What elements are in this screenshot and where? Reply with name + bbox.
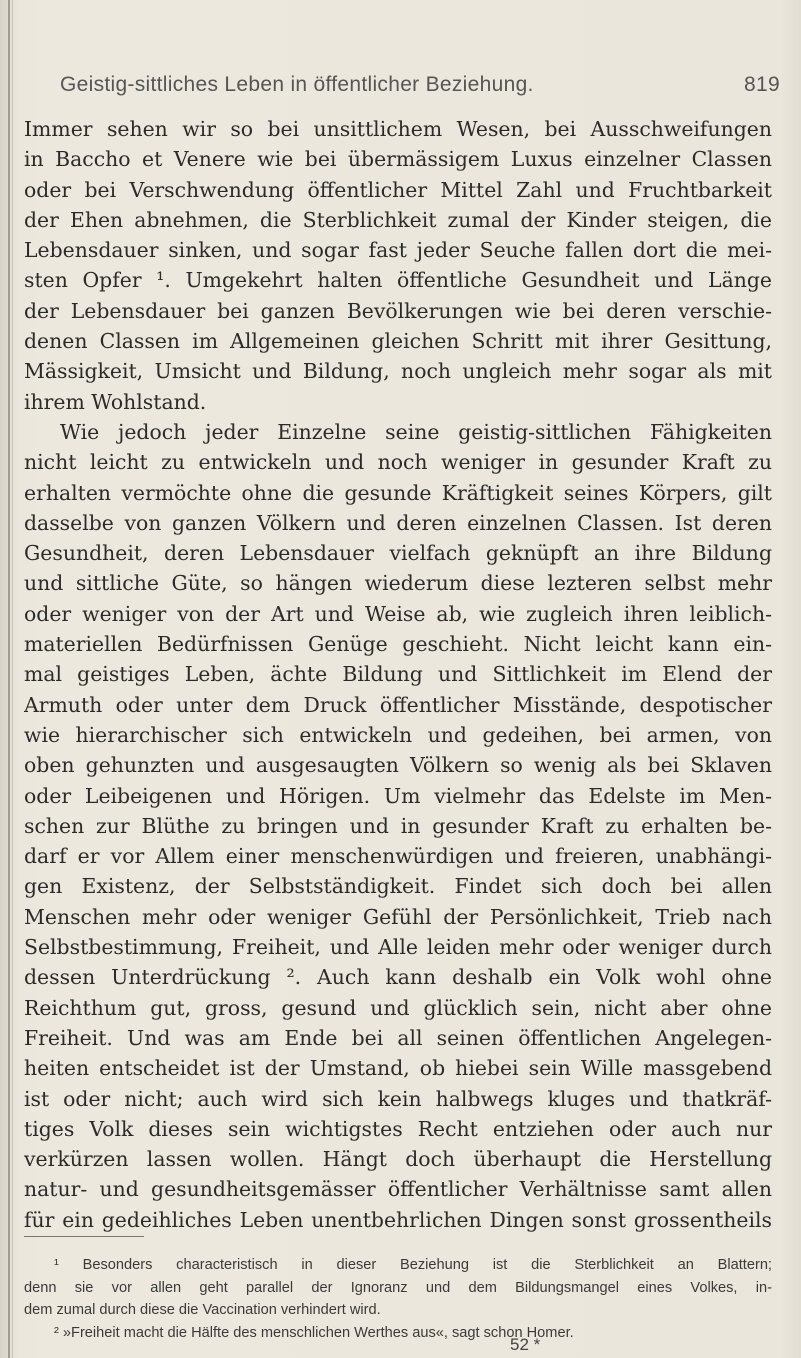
text-line: gen Existenz, der Selbstständigkeit. Findet sich doch bei allen [24, 874, 772, 899]
footnote-line: ¹ Besonders characteristisch in dieser Beziehung ist die Sterblichkeit an Blattern; [54, 1257, 772, 1273]
text-line: Menschen mehr oder weniger Gefühl der Persönlichkeit, Trieb nach [24, 904, 772, 929]
text-line: denen Classen im Allgemeinen gleichen Schritt mit ihrer Gesittung, [24, 329, 772, 354]
text-line: dessen Unterdrückung ². Auch kann deshalb ein Volk wohl ohne [24, 965, 772, 990]
body-text [24, 114, 772, 1235]
text-line: heiten entscheidet ist der Umstand, ob hiebei sein Wille massgebend [24, 1056, 772, 1081]
page-header [60, 73, 780, 103]
text-line: erhalten vermöchte ohne die gesunde Kräftigkeit seines Körpers, gilt [24, 480, 772, 505]
text-line: in Baccho et Venere wie bei übermässigem Luxus einzelner Classen [24, 147, 772, 172]
text-line: tiges Volk dieses sein wichtigstes Recht entziehen oder auch nur [24, 1116, 772, 1141]
text-line: Selbstbestimmung, Freiheit, und Alle leiden mehr oder weniger durch [24, 935, 772, 960]
binding-edge [8, 0, 10, 1358]
text-line: oder bei Verschwendung öffentlicher Mittel Zahl und Fruchtbarkeit [24, 177, 772, 202]
text-line: ist oder nicht; auch wird sich kein halbwegs kluges und thatkräf- [24, 1086, 772, 1111]
page-number: 819 [744, 73, 780, 96]
text-line: nicht leicht zu entwickeln und noch weniger in gesunder Kraft zu [24, 450, 772, 475]
text-line: der Lebensdauer bei ganzen Bevölkerungen wie bei deren verschie- [24, 298, 772, 323]
text-line: Gesundheit, deren Lebensdauer vielfach geknüpft an ihre Bildung [24, 541, 772, 566]
text-line: wie hierarchischer sich entwickeln und gedeihen, bei armen, von [24, 722, 772, 747]
text-line: für ein gedeihliches Leben unentbehrlichen Dingen sonst grossentheils [24, 1207, 772, 1232]
text-line: und sittliche Güte, so hängen wiederum diese lezteren selbst mehr [24, 571, 772, 596]
text-line: oder weniger von der Art und Weise ab, wie zugleich ihren leiblich- [24, 601, 772, 626]
text-line: oben gehunzten und ausgesaugten Völkern so wenig als bei Sklaven [24, 753, 772, 778]
text-line-paragraph-start: Wie jedoch jeder Einzelne seine geistig-sittlichen Fähigkeiten [60, 419, 772, 444]
text-line: mal geistiges Leben, ächte Bildung und Sittlichkeit im Elend der [24, 662, 772, 687]
footnotes [24, 1254, 772, 1344]
text-line: dasselbe von ganzen Völkern und deren einzelnen Classen. Ist deren [24, 510, 772, 535]
text-line: der Ehen abnehmen, die Sterblichkeit zumal der Kinder steigen, die [24, 207, 772, 232]
signature-mark: 52 * [510, 1335, 541, 1354]
text-line: Reichthum gut, gross, gesund und glücklich sein, nicht aber ohne [24, 995, 772, 1020]
text-line: Mässigkeit, Umsicht und Bildung, noch ungleich mehr sogar als mit [24, 359, 772, 384]
text-line: schen zur Blüthe zu bringen und in gesunder Kraft zu erhalten be- [24, 813, 772, 838]
text-line: natur- und gesundheitsgemässer öffentlicher Verhältnisse samt allen [24, 1177, 772, 1202]
text-line: oder Leibeigenen und Hörigen. Um vielmehr das Edelste im Men- [24, 783, 772, 808]
text-line: verkürzen lassen wollen. Hängt doch überhaupt die Herstellung [24, 1147, 772, 1172]
text-line: ihrem Wohlstand. [24, 389, 207, 414]
text-line: materiellen Bedürfnissen Genüge geschieht. Nicht leicht kann ein- [24, 632, 772, 657]
footnote-line: ² »Freiheit macht die Hälfte des menschlichen Werthes aus«, sagt schon Homer. [54, 1324, 574, 1341]
footnote-line: dem zumal durch diese die Vaccination verhindert wird. [24, 1302, 381, 1318]
text-line: sten Opfer ¹. Umgekehrt halten öffentliche Gesundheit und Länge [24, 268, 772, 293]
text-line: Freiheit. Und was am Ende bei all seinen öffentlichen Angelegen- [24, 1025, 772, 1050]
footnote-line: denn sie vor allen geht parallel der Ignoranz und dem Bildungsmangel eines Volkes, in- [24, 1279, 772, 1296]
text-line: Armuth oder unter dem Druck öffentlicher Misstände, despotischer [24, 692, 772, 717]
text-line: Lebensdauer sinken, und sogar fast jeder Seuche fallen dort die mei- [24, 238, 772, 263]
binding-edge-shadow [12, 0, 13, 1358]
footnote-separator [24, 1236, 144, 1237]
text-line: darf er vor Allem einer menschenwürdigen und freieren, unabhängi- [24, 844, 772, 869]
text-line: Immer sehen wir so bei unsittlichem Wesen, bei Ausschweifungen [24, 117, 772, 141]
running-head: Geistig-sittliches Leben in öffentlicher Beziehung. [60, 73, 534, 96]
